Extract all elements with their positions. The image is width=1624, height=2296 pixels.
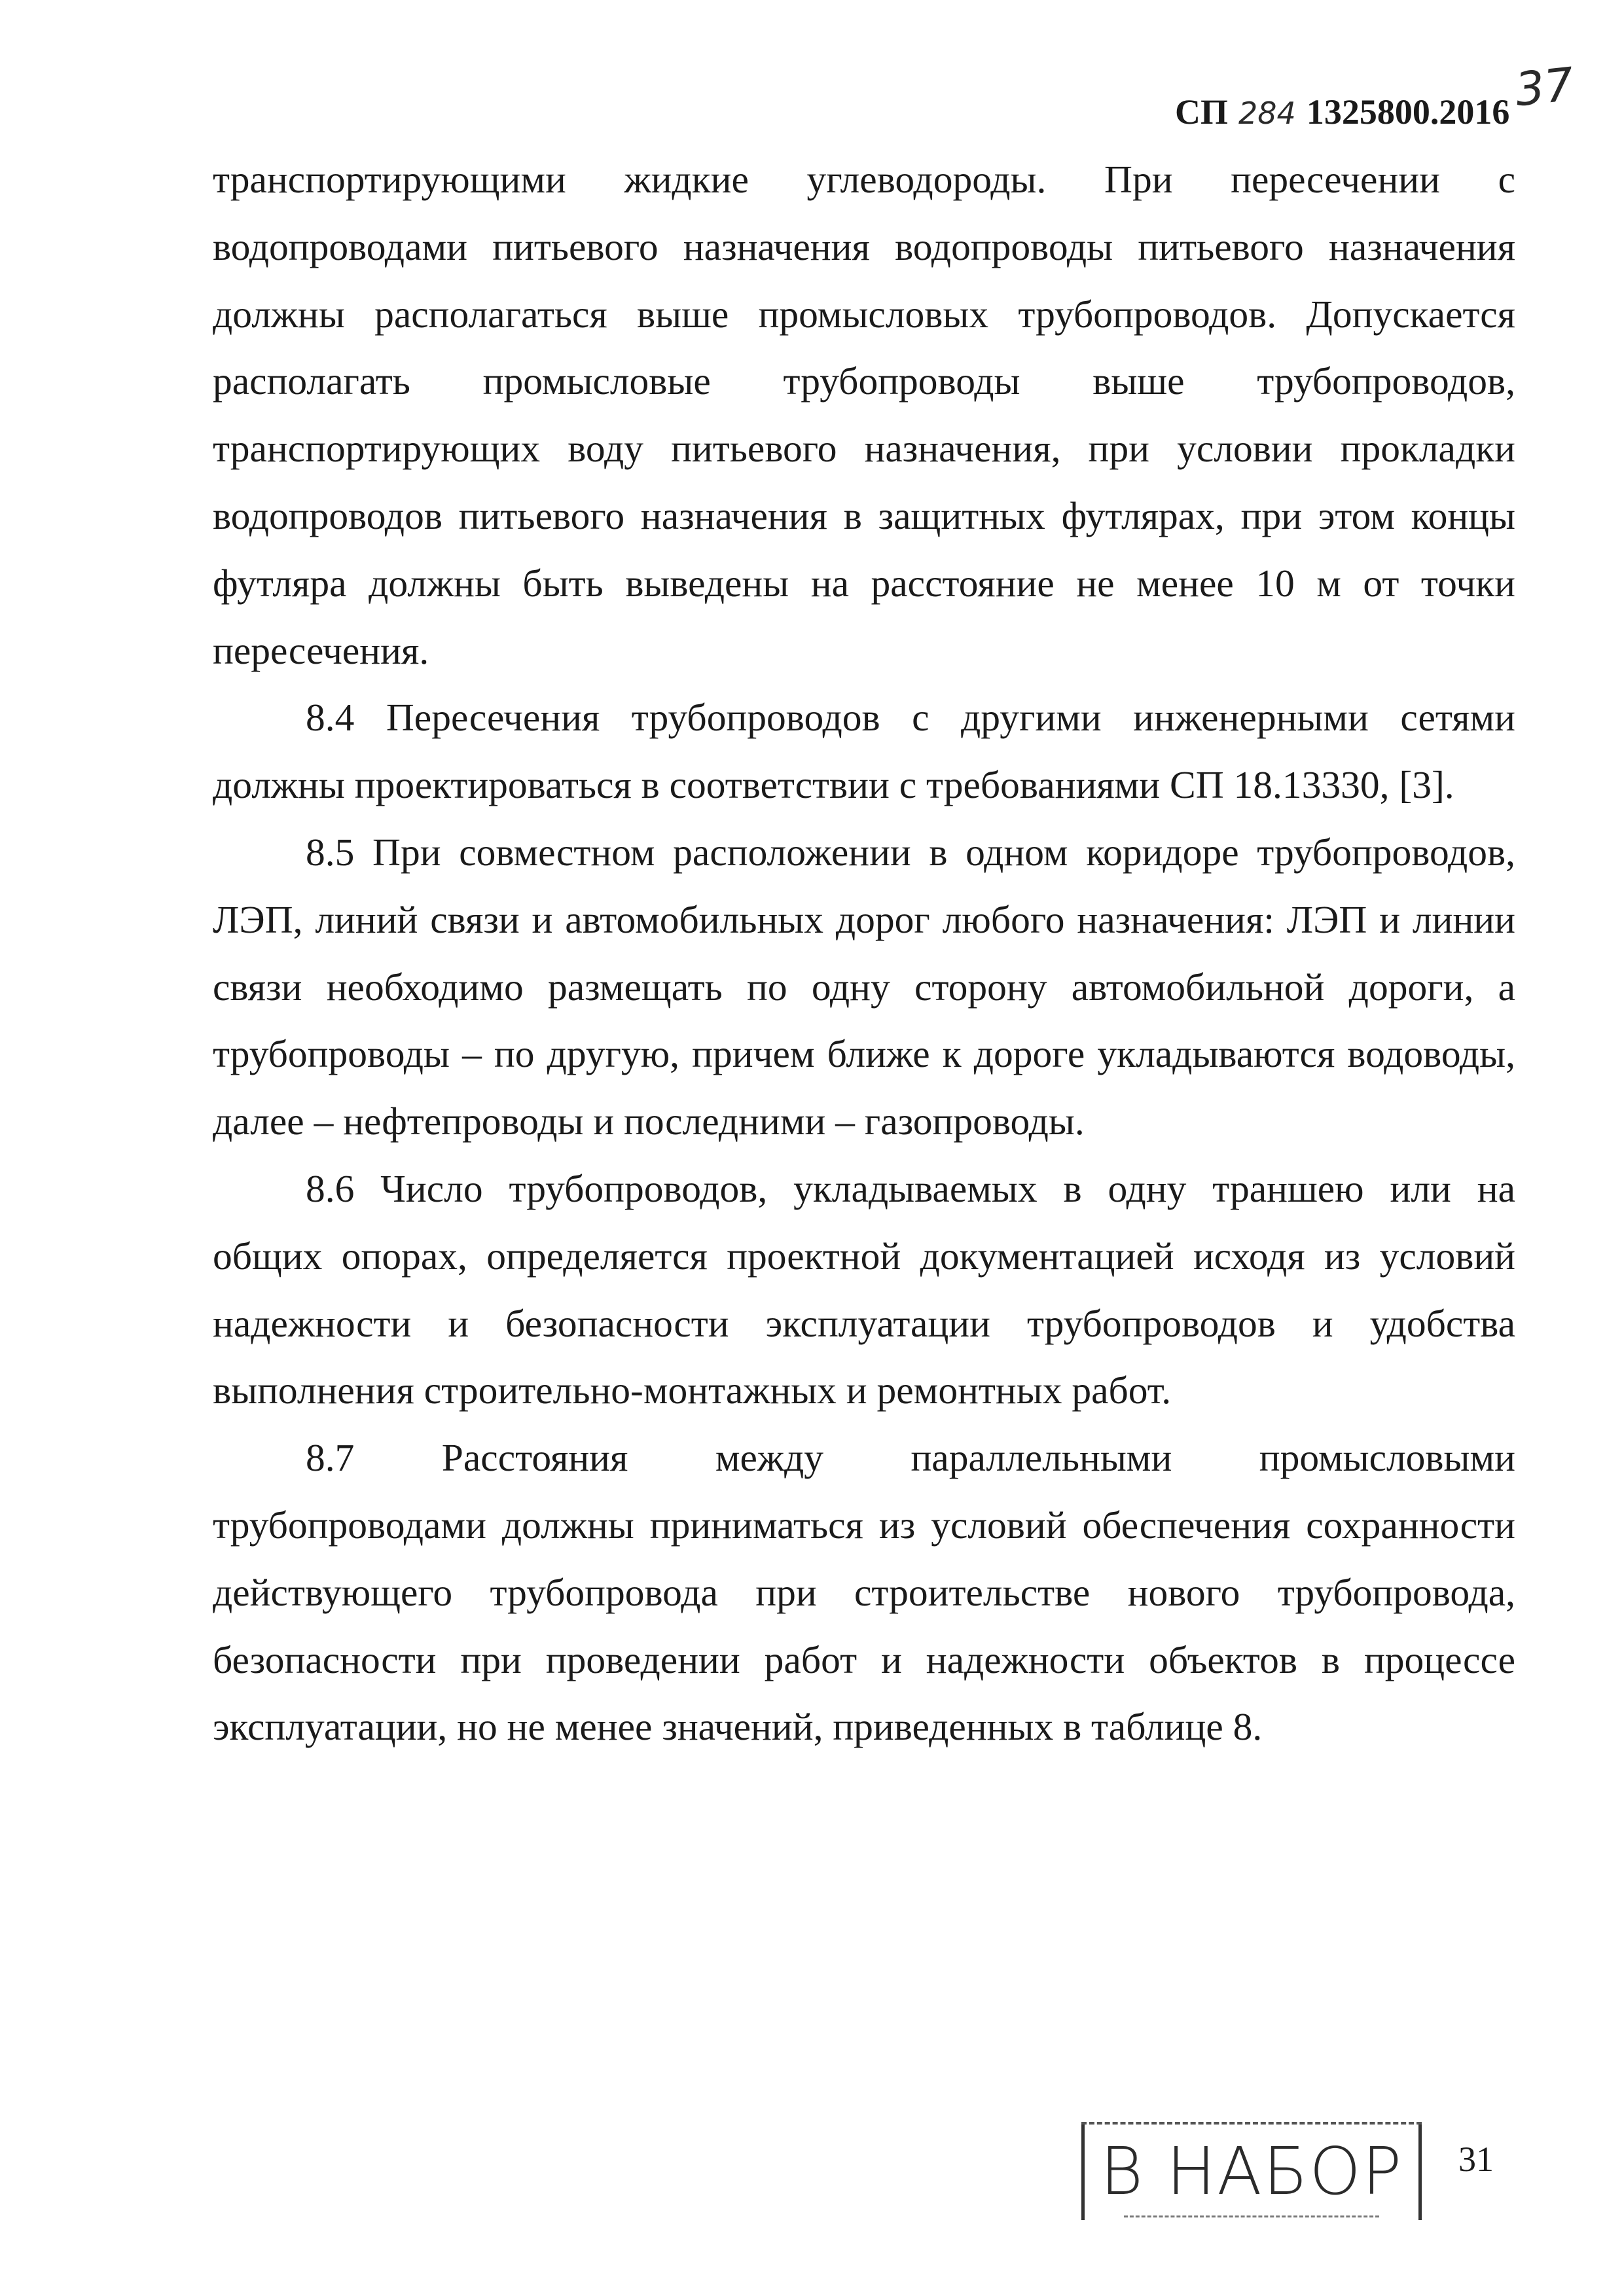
text-line: связи необходимо размещать по одну сторону автомобильной дороги, а	[213, 965, 1515, 1009]
text-line: должны проектироваться в соответствии с требованиями СП 18.13330, [3].	[213, 763, 1454, 807]
text-line: располагать промысловые трубопроводы выше трубопроводов,	[213, 359, 1515, 403]
text-line: пересечения.	[213, 628, 429, 672]
page-number: 31	[1458, 2140, 1494, 2179]
text-line: 8.5 При совместном расположении в одном коридоре трубопроводов,	[306, 830, 1515, 874]
text-line: безопасности при проведении работ и надежности объектов в процессе	[213, 1638, 1515, 1681]
text-line: футляра должны быть выведены на расстояние не менее 10 м от точки	[213, 561, 1515, 605]
text-line: транспортирующими жидкие углеводороды. При пересечении с	[213, 158, 1515, 201]
stamp	[1081, 2122, 1422, 2220]
text-line: общих опорах, определяется проектной документацией исходя из условий	[213, 1234, 1515, 1278]
text-line: водопроводов питьевого назначения в защитных футлярах, при этом концы	[213, 493, 1515, 537]
stamp-text: В НАБОР	[1100, 2132, 1403, 2210]
text-line: далее – нефтепроводы и последними – газопроводы.	[213, 1100, 1085, 1143]
text-line: трубопроводами должны приниматься из условий обеспечения сохранности	[213, 1503, 1515, 1547]
text-line: надежности и безопасности эксплуатации трубопроводов и удобства	[213, 1301, 1515, 1345]
document-code	[1175, 92, 1509, 132]
text-line: должны располагаться выше промысловых трубопроводов. Допускается	[213, 292, 1515, 336]
text-line: 8.6 Число трубопроводов, укладываемых в одну траншею или на	[306, 1166, 1515, 1210]
text-line: трубопроводы – по другую, причем ближе к дороге укладываются водоводы,	[213, 1032, 1515, 1076]
text-line: эксплуатации, но не менее значений, приведенных в таблице 8.	[213, 1705, 1263, 1749]
text-line: водопроводами питьевого назначения водопроводы питьевого назначения	[213, 224, 1515, 268]
document-body	[213, 146, 1515, 1761]
text-line: ЛЭП, линий связи и автомобильных дорог любого назначения: ЛЭП и линии	[213, 897, 1515, 941]
text-line: действующего трубопровода при строительстве нового трубопровода,	[213, 1570, 1515, 1614]
text-line: выполнения строительно-монтажных и ремонтных работ.	[213, 1369, 1172, 1412]
code-prefix: СП	[1175, 92, 1228, 132]
text-line: 8.4 Пересечения трубопроводов с другими инженерными сетями	[306, 696, 1515, 740]
text-line: транспортирующих воду питьевого назначения, при условии прокладки	[213, 427, 1515, 471]
handwritten-code-number: 284	[1238, 96, 1296, 131]
text-line: 8.7 Расстояния между параллельными промысловыми	[306, 1436, 1515, 1480]
code-suffix: 1325800.2016	[1306, 92, 1510, 132]
handwritten-sheet-number: 37	[1512, 57, 1577, 117]
